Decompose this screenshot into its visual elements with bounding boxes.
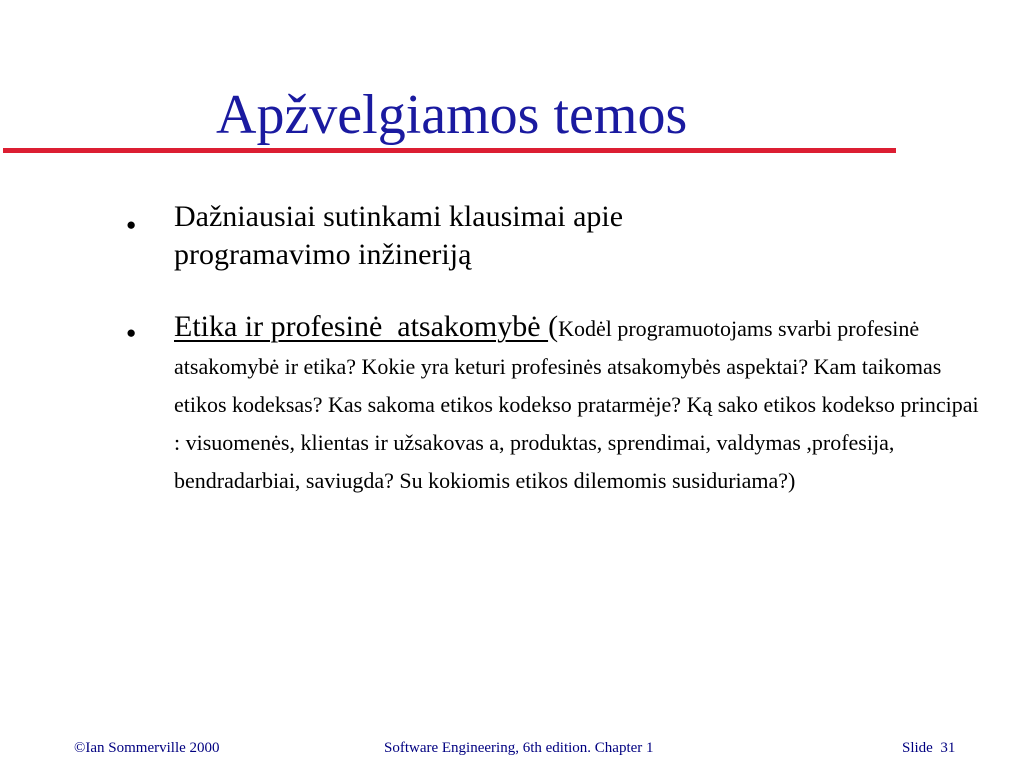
- ethics-heading: Etika ir profesinė atsakomybė: [174, 310, 549, 343]
- bullet-text-faq: Dažniausiai sutinkami klausimai apie programavimo inžineriją: [174, 200, 624, 271]
- bullet-text-ethics: [174, 308, 982, 498]
- title-divider: [3, 148, 896, 153]
- ethics-paren: (: [548, 310, 559, 343]
- slide-title: Apžvelgiamos temos: [216, 84, 688, 146]
- footer-copyright: ©Ian Sommerville 2000: [74, 740, 220, 756]
- bullet-dot-icon: ●: [126, 323, 137, 342]
- footer-book-title: Software Engineering, 6th edition. Chapter 1: [384, 740, 654, 756]
- bullet-dot-icon: ●: [126, 215, 137, 234]
- footer-slide-number: Slide 31: [902, 740, 956, 756]
- ethics-detail: Kodėl programuotojams svarbi profesinė atsakomybė ir etika? Kokie yra keturi profesinės atsakomybės aspektai? Kam taikomas etikos kodeksas? Kas sakoma etikos kodekso pratarmėje? Ką sako etikos kodekso principai : visuomenės, klientas ir užsakovas a, produktas, sprendimai, valdymas ,profesija, bendradarbiai, saviugda? Su kokiomis etikos dilemomis susiduriama?): [174, 316, 979, 493]
